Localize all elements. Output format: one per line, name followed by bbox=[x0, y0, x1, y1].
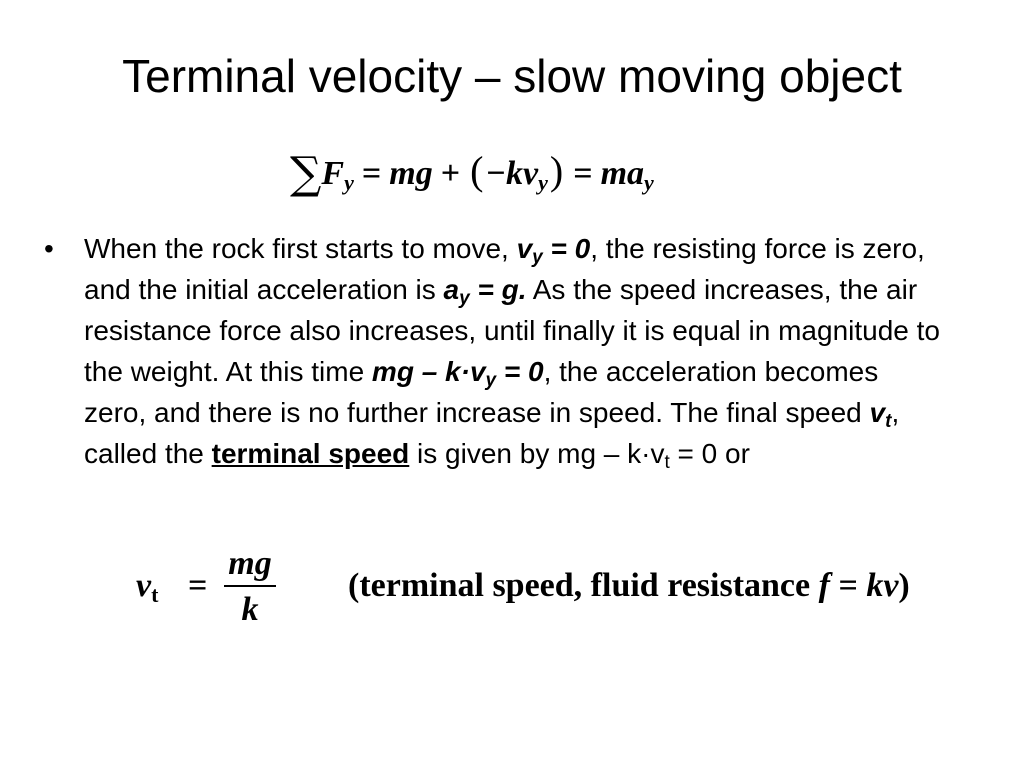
note-f: f bbox=[818, 567, 830, 604]
sum-symbol: ∑ bbox=[290, 148, 322, 199]
terminal-subscript: t bbox=[664, 452, 670, 473]
fraction-bar bbox=[224, 585, 276, 587]
text-run: is given by mg – k·v bbox=[409, 438, 665, 469]
drag-subscript: y bbox=[538, 170, 548, 195]
text-run: , called the bbox=[84, 397, 900, 469]
terminal-velocity-symbol bbox=[136, 567, 158, 605]
numerator: mg bbox=[228, 545, 272, 582]
right-paren: ) bbox=[549, 148, 564, 193]
bullet-text bbox=[84, 228, 944, 474]
lhs-subscript: t bbox=[151, 582, 159, 607]
text-run: When the rock first starts to move, bbox=[84, 233, 517, 264]
final-speed-subscript: t bbox=[885, 411, 892, 432]
note-equals: = bbox=[829, 567, 867, 604]
mass-accel-term: ma bbox=[600, 155, 645, 192]
terminal-speed-equation bbox=[136, 545, 986, 635]
equals-sign: = bbox=[361, 155, 382, 192]
equation-note bbox=[348, 567, 910, 605]
balance-expression: mg – k·v bbox=[371, 356, 486, 387]
bullet-icon: • bbox=[44, 233, 54, 264]
fraction bbox=[220, 545, 280, 631]
force-subscript: y bbox=[344, 170, 354, 195]
velocity-symbol: v bbox=[516, 233, 533, 264]
equals-sign: = bbox=[188, 567, 208, 604]
accel-subscript: y bbox=[459, 288, 470, 309]
text-run: , the acceleration becomes zero, and there is no further increase in speed. The final speed bbox=[84, 356, 879, 428]
force-symbol: F bbox=[321, 155, 345, 192]
drag-term: −kv bbox=[485, 155, 539, 192]
plus-sign: + bbox=[440, 155, 461, 192]
velocity-subscript: y bbox=[532, 247, 543, 268]
balance-subscript: y bbox=[485, 370, 497, 391]
left-paren: ( bbox=[470, 148, 484, 193]
note-suffix: ) bbox=[898, 567, 910, 604]
net-force-equation bbox=[290, 140, 770, 200]
slide-title: Terminal velocity – slow moving object bbox=[122, 50, 902, 102]
bullet-item bbox=[44, 228, 944, 474]
accel-symbol: a bbox=[443, 274, 460, 305]
text-run: As the speed increases, the air resistance force also increases, until finally it is equal in magnitude to the weight. At this time bbox=[84, 274, 940, 387]
denominator: k bbox=[241, 591, 259, 628]
final-speed-symbol: v bbox=[869, 397, 886, 428]
equals-sign-2: = bbox=[573, 155, 593, 192]
terminal-speed-term: terminal speed bbox=[211, 438, 410, 469]
note-prefix: (terminal speed, fluid resistance bbox=[348, 567, 819, 604]
text-run: , the resisting force is zero, and the initial acceleration is bbox=[84, 233, 925, 305]
lhs-letter: v bbox=[136, 567, 152, 604]
balance-zero: = 0 bbox=[496, 356, 544, 387]
weight-term: mg bbox=[389, 155, 433, 192]
accel-subscript: y bbox=[644, 170, 654, 195]
note-kv: kv bbox=[866, 567, 899, 604]
text-run: = 0 or bbox=[669, 438, 750, 469]
accel-equals-g: = g. bbox=[469, 274, 527, 305]
velocity-zero: = 0 bbox=[542, 233, 591, 264]
